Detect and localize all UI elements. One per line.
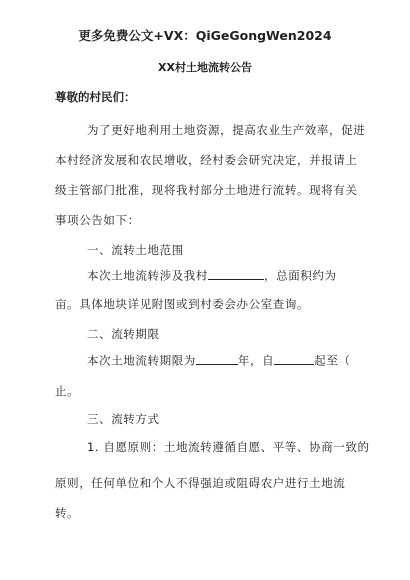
paragraph-line: 原则，任何单位和个人不得强迫或阻碍农户进行土地流 [55, 476, 346, 490]
paragraph-line: 亩。具体地块详见附图或到村委会办公室查询。 [55, 297, 310, 311]
text-span: ，总面积约为 [264, 268, 337, 283]
paragraph-line [55, 352, 392, 369]
intro-line: 级主管部门批准，现将我村部分土地进行流转。现将有关 [55, 183, 358, 197]
fill-in-blank [274, 352, 314, 365]
fill-in-blank [208, 267, 264, 280]
paragraph-line: 转。 [55, 506, 80, 520]
fill-in-blank [196, 352, 238, 365]
text-span: 起至（ [314, 353, 351, 368]
document-title: XX村土地流转公告 [158, 61, 252, 74]
section-heading: 一、流转土地范围 [87, 243, 184, 257]
paragraph-line [55, 267, 392, 284]
paragraph-line: 止。 [55, 384, 80, 398]
promo-banner: 更多免费公文+VX：QiGeGongWen2024 [78, 28, 332, 43]
text-span: 本次土地流转期限为 [87, 353, 196, 368]
greeting: 尊敬的村民们： [55, 90, 136, 104]
section-heading: 二、流转期限 [87, 327, 160, 341]
paragraph-line: 1. 自愿原则：土地流转遵循自愿、平等、协商一致的 [87, 440, 370, 454]
intro-line: 事项公告如下： [55, 213, 140, 227]
section-heading: 三、流转方式 [87, 412, 160, 426]
text-span: 年，自 [237, 353, 275, 368]
intro-line: 为了更好地利用土地资源，提高农业生产效率，促进 [87, 123, 366, 137]
intro-line: 本村经济发展和农民增收，经村委会研究决定，并报请上 [55, 153, 358, 167]
text-span: 本次土地流转涉及我村 [87, 268, 208, 283]
